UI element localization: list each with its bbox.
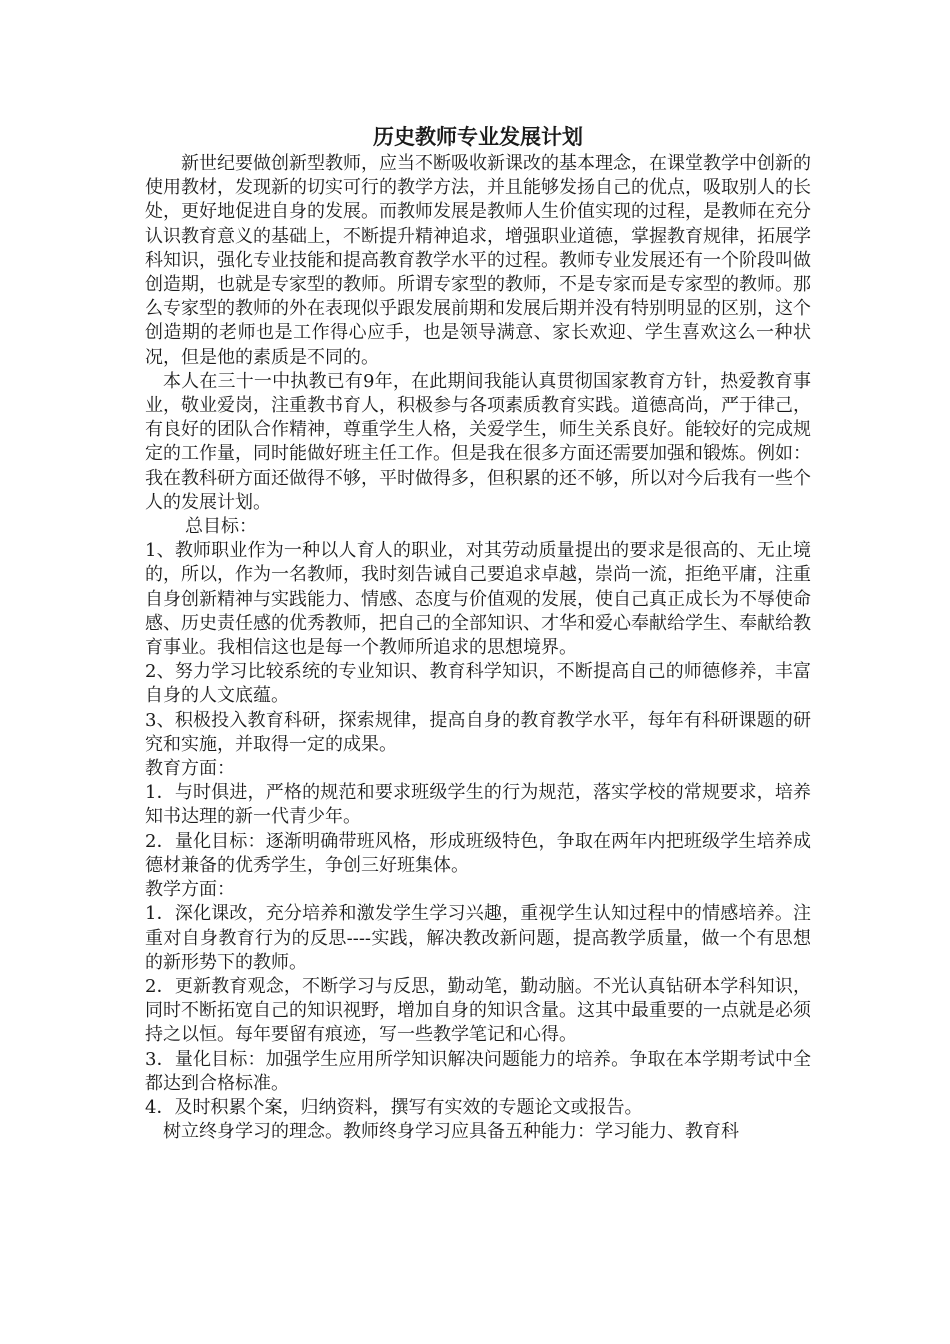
- education-item-2: 2．量化目标：逐渐明确带班风格，形成班级特色，争取在两年内把班级学生培养成德材兼备的优秀学生，争创三好班集体。: [145, 830, 811, 876]
- teaching-item-4: 4．及时积累个案，归纳资料，撰写有实效的专题论文或报告。: [145, 1096, 643, 1118]
- teaching-item-2: 2．更新教育观念，不断学习与反思，勤动笔，勤动脑。不光认真钻研本学科知识，同时不断拓宽自己的知识视野，增加自身的知识含量。这其中最重要的一点就是必须持之以恒。每年要留有痕迹，写一些教学笔记和心得。: [145, 975, 811, 1046]
- heading-teaching: 教学方面：: [145, 879, 235, 901]
- document-title: 历史教师专业发展计划: [373, 124, 583, 149]
- goal-item-2: 2、努力学习比较系统的专业知识、教育科学知识，不断提高自己的师德修养，丰富自身的人文底蕴。: [145, 661, 811, 707]
- document-page: [145, 122, 811, 1144]
- teaching-item-1: 1．深化课改，充分培养和激发学生学习兴趣，重视学生认知过程中的情感培养。注重对自身教育行为的反思----实践，解决教改新问题，提高教学质量，做一个有思想的新形势下的教师。: [145, 903, 811, 973]
- paragraph-intro: 新世纪要做创新型教师，应当不断吸收新课改的基本理念，在课堂教学中创新的使用教材，发现新的切实可行的教学方法，并且能够发扬自己的优点，吸取别人的长处，更好地促进自身的发展。而教师发展是教师人生价值实现的过程，是教师在充分认识教育意义的基础上，不断提升精神追求，增强职业道德，掌握教育规律，拓展学科知识，强化专业技能和提高教育教学水平的过程。教师专业发展还有一个阶段叫做创造期，也就是专家型的教师。所谓专家型的教师，不是专家而是专家型的教师。那么专家型的教师的外在表现似乎跟发展前期和发展后期并没有特别明显的区别，这个创造期的老师也是工作得心应手，也是领导满意、家长欢迎、学生喜欢这么一种状况，但是他的素质是不同的。: [145, 153, 811, 368]
- heading-overall-goal: 总目标：: [185, 516, 257, 538]
- paragraph-self-introduction: 本人在三十一中执教已有9年，在此期间我能认真贯彻国家教育方针，热爱教育事业，敬业爱岗，注重教书育人，积极参与各项素质教育实践。道德高尚，严于律己，有良好的团队合作精神，尊重学生人格，关爱学生，师生关系良好。能较好的完成规定的工作量，同时能做好班主任工作。但是我在很多方面还需要加强和锻炼。例如：我在教科研方面还做得不够，平时做得多，但积累的还不够，所以对今后我有一些个人的发展计划。: [145, 370, 811, 513]
- education-item-1: 1．与时俱进，严格的规范和要求班级学生的行为规范，落实学校的常规要求，培养知书达理的新一代青少年。: [145, 782, 811, 828]
- goal-item-3: 3、积极投入教育科研，探索规律，提高自身的教育教学水平，每年有科研课题的研究和实施，并取得一定的成果。: [145, 709, 811, 755]
- goal-item-1: 1、教师职业作为一种以人育人的职业，对其劳动质量提出的要求是很高的、无止境的，所以，作为一名教师，我时刻告诫自己要追求卓越，崇尚一流，拒绝平庸，注重自身创新精神与实践能力、情感、态度与价值观的发展，使自己真正成长为不辱使命感、历史责任感的优秀教师，把自己的全部知识、才华和爱心奉献给学生、奉献给教育事业。我相信这也是每一个教师所追求的思想境界。: [145, 540, 811, 659]
- paragraph-lifelong-learning: 树立终身学习的理念。教师终身学习应具备五种能力：学习能力、教育科: [163, 1121, 739, 1143]
- teaching-item-3: 3．量化目标：加强学生应用所学知识解决问题能力的培养。争取在本学期考试中全都达到合格标准。: [145, 1048, 811, 1094]
- heading-education: 教育方面：: [145, 758, 235, 780]
